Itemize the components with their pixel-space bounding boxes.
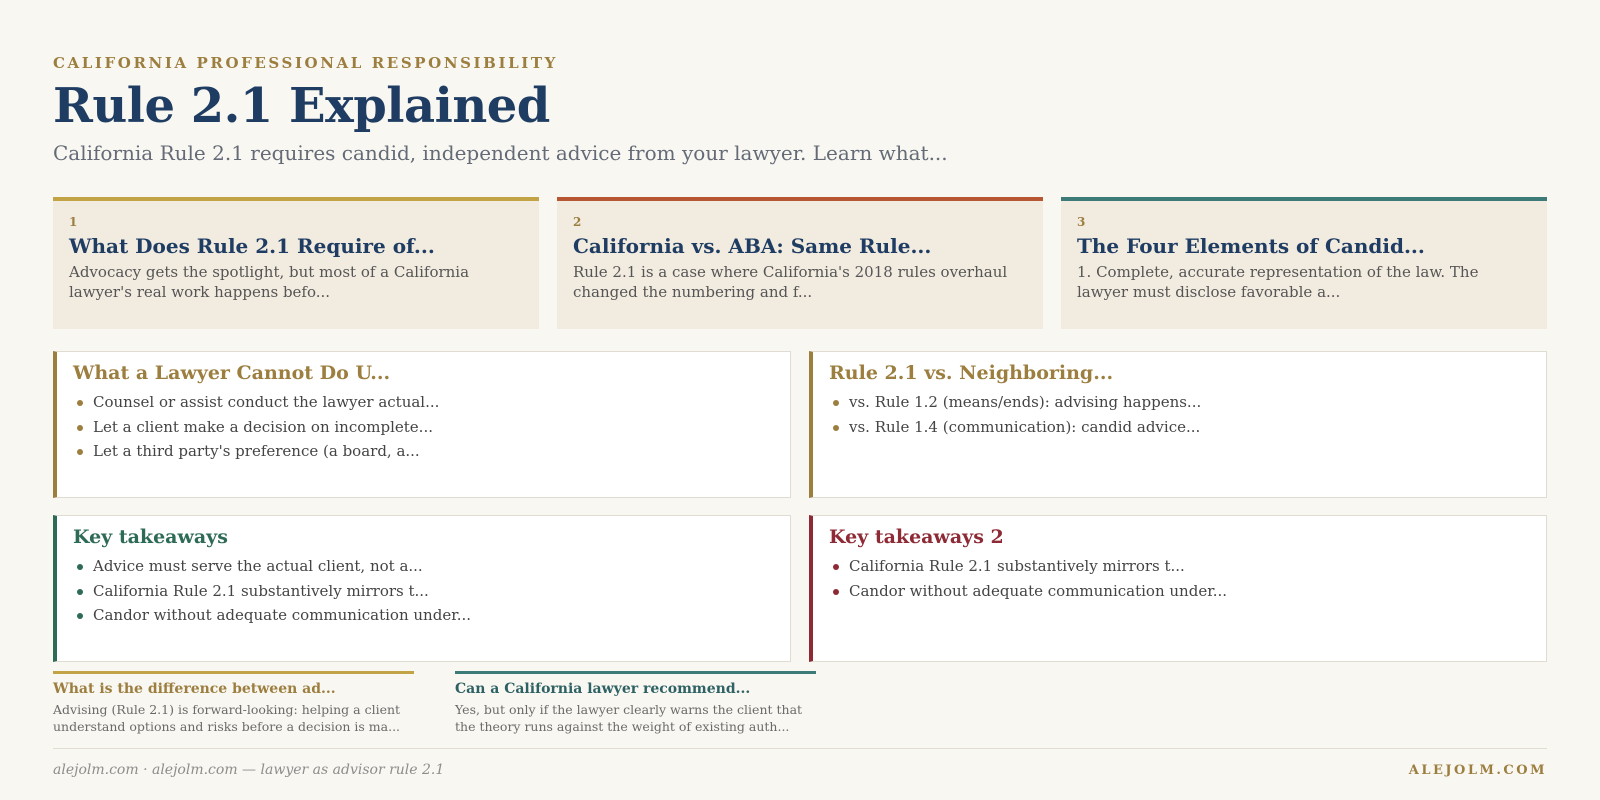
faq-item-1[interactable] <box>53 671 414 735</box>
bullet-icon <box>77 425 83 431</box>
bullet-icon <box>77 449 83 455</box>
list-item <box>829 415 1528 440</box>
bullet-list <box>73 554 772 628</box>
faq-answer: Advising (Rule 2.1) is forward-looking: helping a client understand options and risks before a decision is ma... <box>53 702 401 734</box>
bullet-list <box>829 390 1528 439</box>
list-item-text: Let a client make a decision on incomplete... <box>93 417 433 436</box>
list-item <box>73 554 772 579</box>
panel-title: Rule 2.1 vs. Neighboring... <box>829 362 1114 384</box>
panel-title: What a Lawyer Cannot Do U... <box>73 362 391 384</box>
bullet-list <box>73 390 772 464</box>
faq-question[interactable]: Can a California lawyer recommend... <box>455 681 751 697</box>
bullet-icon <box>833 425 839 431</box>
list-item <box>829 579 1528 604</box>
list-item-text: Let a third party's preference (a board, a... <box>93 442 420 460</box>
bullet-icon <box>77 564 83 570</box>
bullet-icon <box>833 589 839 595</box>
page-subtitle: California Rule 2.1 requires candid, independent advice from your lawyer. Learn what... <box>53 141 948 165</box>
card-number: 3 <box>1077 215 1086 229</box>
list-item <box>73 603 772 628</box>
list-item <box>73 415 772 440</box>
bullet-icon <box>833 564 839 570</box>
card-title[interactable]: California vs. ABA: Same Rule... <box>573 234 932 258</box>
list-item <box>829 390 1528 415</box>
article-card-3[interactable] <box>1061 197 1547 329</box>
list-item <box>73 439 772 464</box>
eyebrow: CALIFORNIA PROFESSIONAL RESPONSIBILITY <box>53 54 558 72</box>
card-description: Advocacy gets the spotlight, but most of a California lawyer's real work happens befo... <box>69 263 470 301</box>
footer-brand-link[interactable]: ALEJOLM.COM <box>1408 763 1547 778</box>
footer-source: alejolm.com · alejolm.com — lawyer as advisor rule 2.1 <box>53 762 445 778</box>
bullet-list <box>829 554 1528 603</box>
card-description: Rule 2.1 is a case where California's 2018 rules overhaul changed the numbering and f... <box>573 263 1008 301</box>
list-item-text: Candor without adequate communication under... <box>93 606 472 624</box>
article-card-1[interactable] <box>53 197 539 329</box>
card-description: 1. Complete, accurate representation of the law. The lawyer must disclose favorable a... <box>1077 263 1479 301</box>
list-item-text: Counsel or assist conduct the lawyer actual... <box>93 393 440 411</box>
list-item-text: California Rule 2.1 substantively mirrors t... <box>93 581 429 600</box>
card-title[interactable]: What Does Rule 2.1 Require of... <box>69 234 435 258</box>
panel-title: Key takeaways <box>73 526 228 548</box>
card-number: 1 <box>69 215 78 229</box>
footer-divider <box>53 748 1547 749</box>
article-card-2[interactable] <box>557 197 1043 329</box>
faq-answer: Yes, but only if the lawyer clearly warns the client that the theory runs against the weight of existing auth... <box>455 702 803 734</box>
page <box>53 0 1547 800</box>
list-item-text: California Rule 2.1 substantively mirrors t... <box>849 557 1185 575</box>
list-item-text: vs. Rule 1.4 (communication): candid advice... <box>849 417 1201 436</box>
page-title: Rule 2.1 Explained <box>53 78 550 134</box>
list-item <box>73 390 772 415</box>
list-item <box>829 554 1528 579</box>
list-item-text: Candor without adequate communication under... <box>849 581 1228 600</box>
card-number: 2 <box>573 215 582 229</box>
bullet-icon <box>77 589 83 595</box>
card-title[interactable]: The Four Elements of Candid... <box>1077 234 1425 258</box>
panel-neighboring-rules <box>809 351 1547 498</box>
panel-key-takeaways-2 <box>809 515 1547 662</box>
list-item-text: Advice must serve the actual client, not a... <box>93 557 423 575</box>
panel-cannot-do <box>53 351 791 498</box>
faq-question[interactable]: What is the difference between ad... <box>53 681 336 697</box>
panel-key-takeaways <box>53 515 791 662</box>
panel-title: Key takeaways 2 <box>829 526 1004 548</box>
list-item <box>73 579 772 604</box>
faq-item-2[interactable] <box>455 671 816 735</box>
bullet-icon <box>77 613 83 619</box>
list-item-text: vs. Rule 1.2 (means/ends): advising happens... <box>849 393 1202 411</box>
bullet-icon <box>833 400 839 406</box>
bullet-icon <box>77 400 83 406</box>
